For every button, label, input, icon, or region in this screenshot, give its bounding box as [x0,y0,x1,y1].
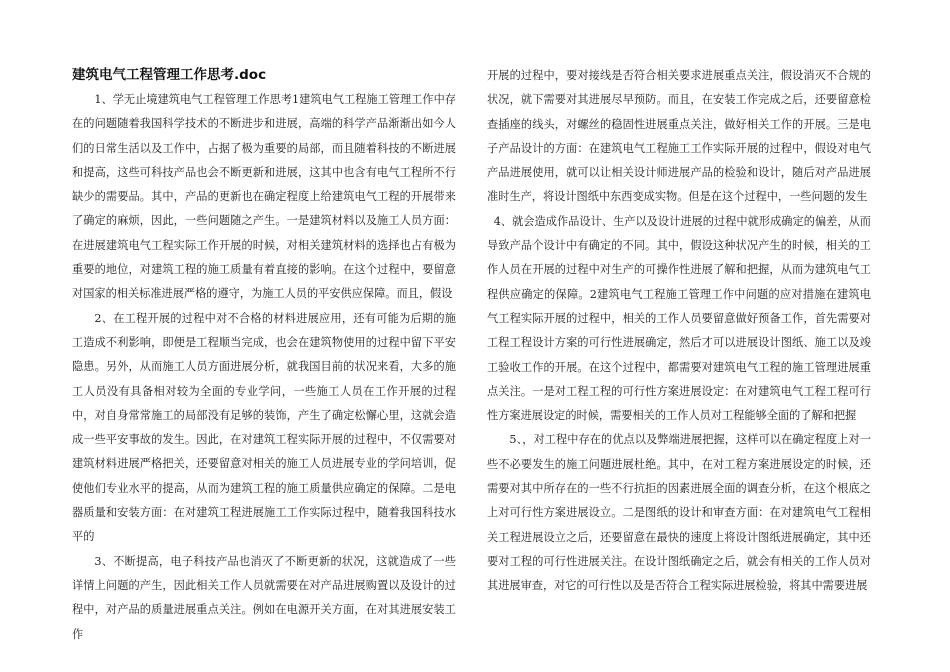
document-title: 建筑电气工程管理工作思考.doc [72,67,267,83]
paragraph-3-continued: 开展的过程中，要对接线是否符合相关要求进展重点关注，假设消灭不合规的状况，就下需要对其进展尽早预防。而且，在安装工作完成之后，还要留意检查插座的线头，对螺丝的稳固性进展重点关注，做好相关工作的开展。三是电子产品设计的方面：在建筑电气工程施工工作实际开展的过程中，假设对电气产品进展使用，就可以让相关设计师进展产品的检验和设计，随后对产品进展准时生产，将设计图纸中东西变成实物。但是在这个过程中，一些问题的发生 [487,69,871,204]
paragraph-4: 4、就会造成作品设计、生产以及设计进展的过程中就形成确定的偏差，从而导致产品个设计中有确定的不同。其中，假设这种状况产生的时候，相关的工作人员在开展的过程中对生产的可操作性进展了解和把握，从而为建筑电气工程供应确定的保障。2建筑电气工程施工管理工作中问题的应对措施在建筑电气工程实际开展的过程中，相关的工作人员要留意做好预备工作，首先需要对工程工程设计方案的可行性进展确定，然后才可以进展设计图纸、施工以及竣工验收工作的开展。在这个过程中，都需要对建筑电气工程的施工管理进展重点关注。一是对工程工程的可行性方案进展设定：在对建筑电气工程工程可行性方案进展设定的时候，需要相关的工作人员对工程能够全面的了解和把握 [487,214,871,423]
left-column [72,64,456,647]
paragraph-1: 1、学无止境建筑电气工程管理工作思考1建筑电气工程施工管理工作中存在的问题随着我国科学技术的不断进步和进展，高端的科学产品渐渐出如今人们的日常生活以及工作中，占据了极为重要的局部，而且随着科技的不断进展和提高，这些可科技产品也会不断更新和进展，这其中也含有电气工程所不行缺少的需要品。其中，产品的更新也在确定程度上给建筑电气工程的开展带来了确定的麻烦，因此，一些问题随之产生。一是建筑材料以及施工人员方面：在进展建筑电气工程实际工作开展的时候，对相关建筑材料的选择也占有极为重要的地位，对建筑工程的施工质量有着直接的影响。在这个过程中，要留意对国家的相关标准进展严格的遵守，为施工人员的平安供应保障。而且，假设 [72,93,456,301]
right-column [487,64,871,599]
paragraph-2: 2、在工程开展的过程中对不合格的材料进展应用，还有可能为后期的施工造成不利影响，即便是工程顺当完成，也会在建筑物使用的过程中留下平安隐患。另外，从而施工人员方面进展分析，就我国目前的状况来看，大多的施工人员没有具备相对较为全面的专业学问，一些施工人员在工作开展的过程中，对自身常常施工的局部没有足够的装饰，产生了确定松懈心里，这就会造成一些平安事故的发生。因此，在对建筑工程实际开展的过程中，不仅需要对建筑材料进展严格把关，还要留意对相关的施工人员进展专业的学问培训，促使他们专业水平的提高，从而为建筑工程的施工质量供应确定的保障。二是电器质量和安装方面：在对建筑工程进展施工工作实际过程中，随着我国科技水平的 [72,311,456,544]
paragraph-3: 3、不断提高，电子科技产品也消灭了不断更新的状况，这就造成了一些详情上问题的产生，因此相关工作人员就需要在对产品进展购置以及设计的过程中，对产品的质量进展重点关注。例如在电源开关方面，在对其进展安装工作 [72,554,456,641]
paragraph-5: 5、，对工程中存在的优点以及弊端进展把握，这样可以在确定程度上对一些不必要发生的施工问题进展杜绝。其中，在对工程方案进展设定的时候，还需要对其中所存在的一些不行抗拒的因素进展全面的调查分析，在这个根底之上对可行性方案进展设立。二是图纸的设计和审查方面：在对建筑电气工程相关工程进展设立之后，还要留意在最快的速度上将设计图纸进展确定，其中还要对工程的可行性进展关注。在设计图纸确定之后，就会有相关的工作人员对其进展审查，对它的可行性以及是否符合工程实际进展检验，将其中需要进展 [487,433,871,593]
